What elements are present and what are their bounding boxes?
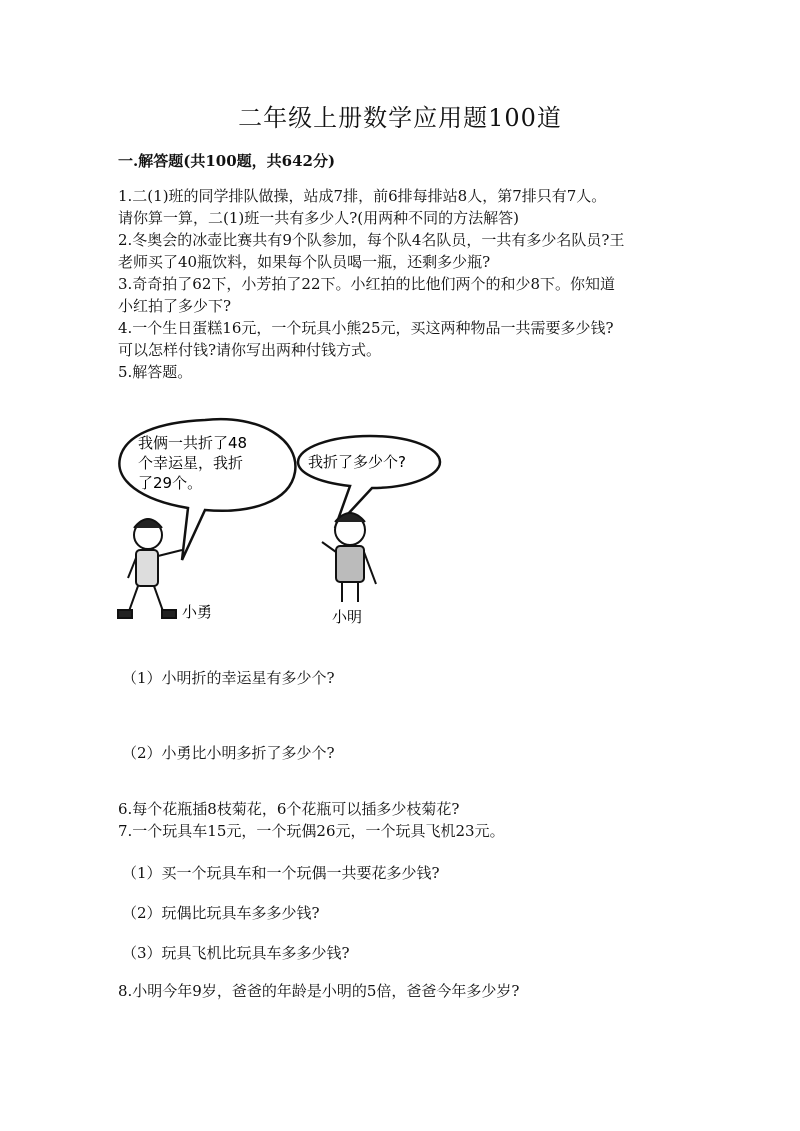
question-line: 1.二(1)班的同学排队做操，站成7排，前6排每排站8人，第7排只有7人。 [118, 187, 607, 205]
boy-name-label: 小勇 [182, 603, 213, 621]
sub-question: （1）买一个玩具车和一个玩偶一共要花多少钱? [122, 864, 440, 882]
boy-xiaoyong-figure [118, 519, 182, 618]
left-bubble-line: 个幸运星，我折 [138, 454, 244, 472]
question-line: 可以怎样付钱?请你写出两种付钱方式。 [118, 341, 382, 359]
question-line: 7.一个玩具车15元，一个玩偶26元，一个玩具飞机23元。 [118, 822, 505, 840]
question-line: 请你算一算，二(1)班一共有多少人?(用两种不同的方法解答) [118, 209, 519, 227]
sub-question: （1）小明折的幸运星有多少个? [122, 669, 335, 687]
section-heading: 一.解答题(共100题，共642分) [118, 152, 336, 170]
question-line: 2.冬奥会的冰壶比赛共有9个队参加，每个队4名队员，一共有多少名队员?王 [118, 231, 625, 249]
boy-xiaoming-figure [322, 513, 376, 602]
illustration [110, 410, 450, 635]
question-line: 5.解答题。 [118, 363, 193, 381]
left-bubble-line: 了29个。 [138, 474, 203, 492]
question-line: 8.小明今年9岁，爸爸的年龄是小明的5倍，爸爸今年多少岁? [118, 982, 520, 1000]
sub-question: （2）小勇比小明多折了多少个? [122, 744, 335, 762]
question-line: 6.每个花瓶插8枝菊花，6个花瓶可以插多少枝菊花? [118, 800, 460, 818]
right-speech-bubble [298, 436, 440, 528]
sub-question: （2）玩偶比玩具车多多少钱? [122, 904, 320, 922]
page-title: 二年级上册数学应用题100道 [238, 104, 562, 132]
question-line: 小红拍了多少下? [118, 297, 232, 315]
left-bubble-line: 我俩一共折了48 [138, 434, 248, 452]
right-bubble-text: 我折了多少个? [308, 453, 406, 471]
question-line: 4.一个生日蛋糕16元，一个玩具小熊25元，买这两种物品一共需要多少钱? [118, 319, 614, 337]
boy-name-label: 小明 [332, 608, 363, 626]
sub-question: （3）玩具飞机比玩具车多多少钱? [122, 944, 350, 962]
question-line: 老师买了40瓶饮料，如果每个队员喝一瓶，还剩多少瓶? [118, 253, 491, 271]
question-line: 3.奇奇拍了62下，小芳拍了22下。小红拍的比他们两个的和少8下。你知道 [118, 275, 616, 293]
